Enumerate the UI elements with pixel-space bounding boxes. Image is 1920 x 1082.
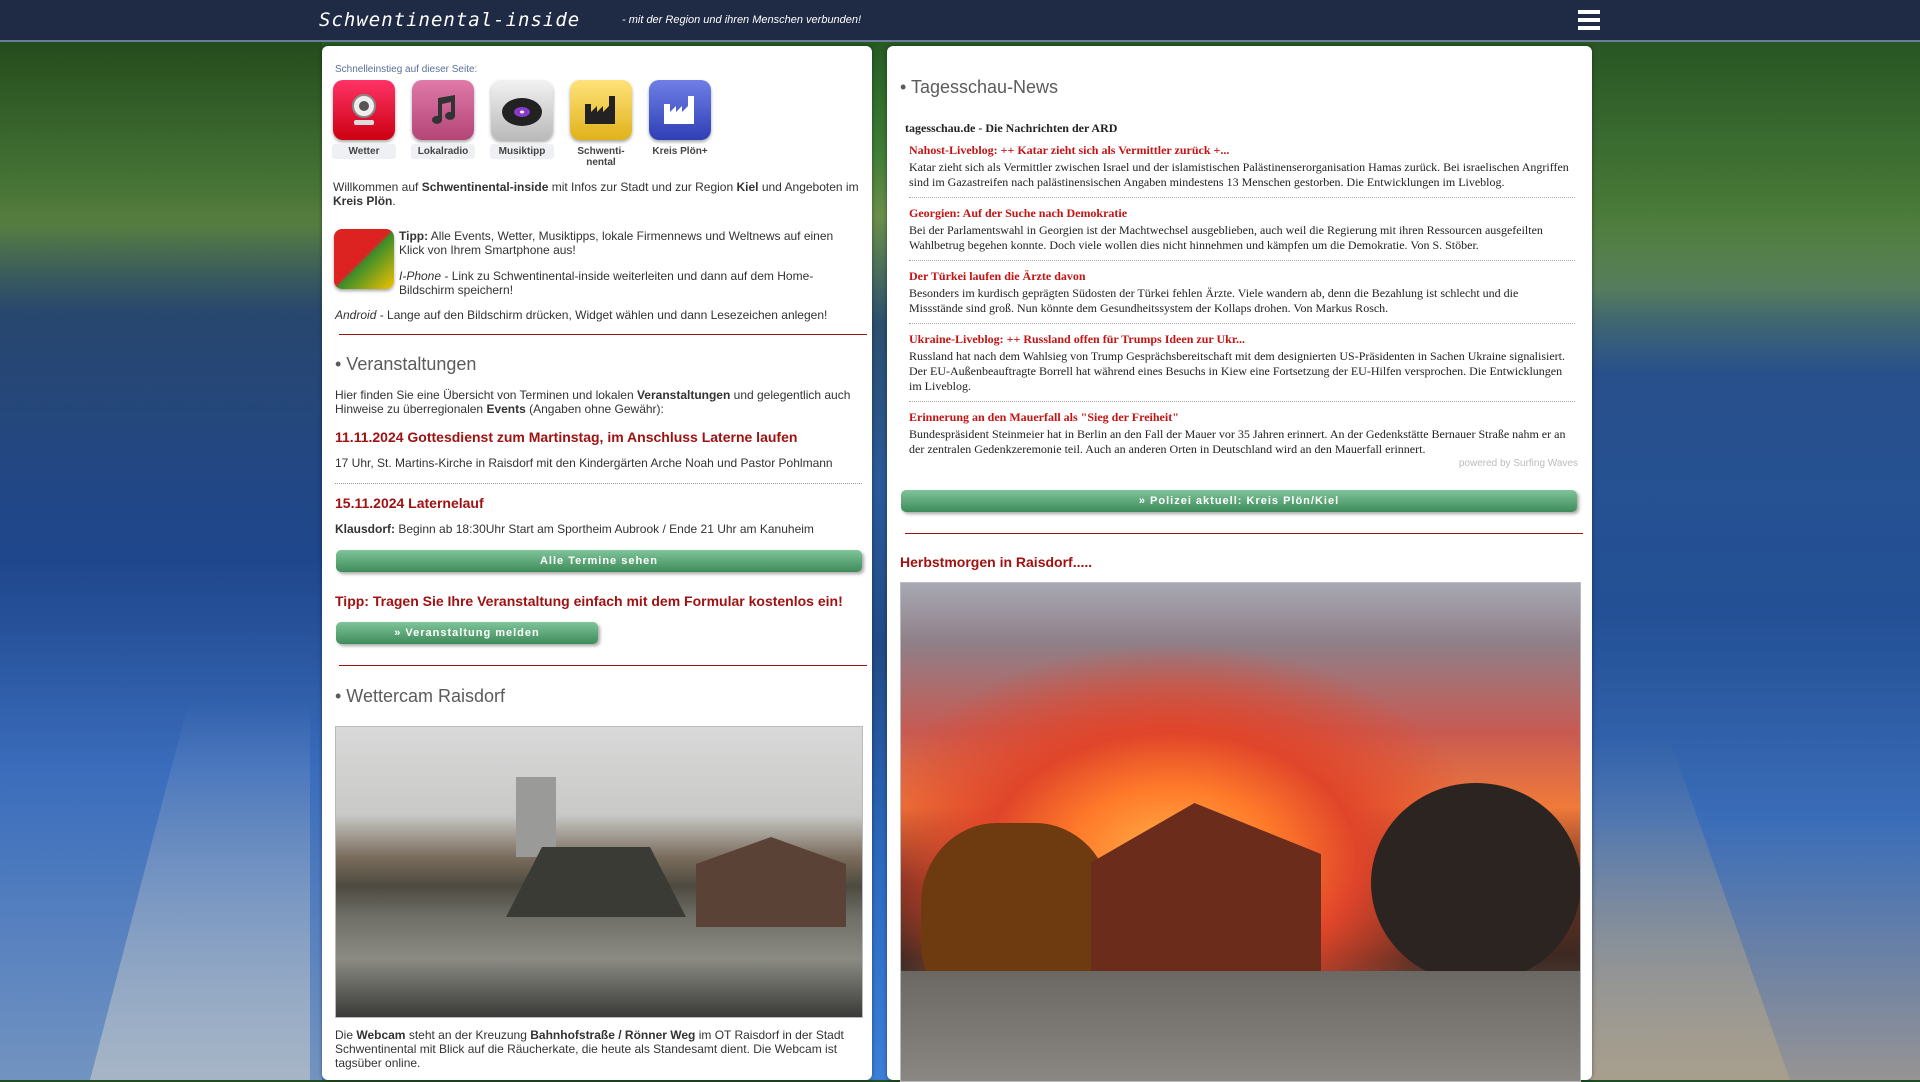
- factory-icon: [570, 80, 632, 140]
- events-intro: [335, 388, 865, 416]
- quick-access-icons: [332, 80, 712, 170]
- webcam-building: [516, 777, 556, 857]
- news-item: [909, 332, 1569, 394]
- caption-text-part: Die: [335, 1028, 357, 1042]
- news-item: [909, 143, 1569, 190]
- intro-text-part: Hier finden Sie eine Übersicht von Terminen und lokalen: [335, 388, 637, 402]
- news-separator: [909, 260, 1575, 261]
- section-divider: [339, 334, 867, 335]
- news-separator: [909, 323, 1575, 324]
- quick-link-label: Schwenti- nental: [569, 144, 633, 170]
- news-headline[interactable]: Ukraine-Liveblog: ++ Russland offen für Trumps Ideen zur Ukr...: [909, 332, 1246, 346]
- welcome-text-part: und Angeboten im: [758, 180, 859, 194]
- intro-bold-part: Veranstaltungen: [636, 388, 731, 402]
- tip-text: [399, 229, 859, 297]
- welcome-text-part: .: [392, 194, 396, 208]
- news-item: [909, 410, 1569, 457]
- background-lake-right: [1590, 40, 1920, 1080]
- event-title[interactable]: 11.11.2024 Gottesdienst zum Martinstag, im Anschluss Laterne laufen: [335, 429, 798, 445]
- iphone-label: I-Phone: [399, 269, 442, 283]
- site-tagline: - mit der Region und ihren Menschen verbunden!: [622, 14, 862, 26]
- tip-description: Alle Events, Wetter, Musiktipps, lokale Firmennews und Weltnews auf einen Klick von Ihrem Smartphone aus!: [399, 229, 834, 257]
- photo-street: [901, 971, 1580, 1081]
- quick-link-wetter[interactable]: [332, 80, 396, 170]
- intro-text-part: und gelegentlich auch Hinweise zu überregionalen: [335, 388, 851, 416]
- news-source: tagesschau.de - Die Nachrichten der ARD: [905, 121, 1118, 135]
- photo-title: Herbstmorgen in Raisdorf.....: [900, 554, 1093, 570]
- news-summary: Russland hat nach dem Wahlsieg von Trump Gesprächsbereitschaft mit dem designierten US-Präsidenten in Sachen Ukraine signalisiert. Der EU-Außenbeauftragte Borrell hat während eines Besuchs in Kiew eine Fortsetzung der EU-Hilfen versprochen. Die Entwicklungen im Liveblog.: [909, 349, 1566, 393]
- news-headline[interactable]: Georgien: Auf der Suche nach Demokratie: [909, 206, 1128, 220]
- news-headline[interactable]: Erinnerung an den Mauerfall als "Sieg der Freiheit": [909, 410, 1179, 424]
- left-content-panel: [322, 46, 872, 1080]
- welcome-district: Kreis Plön: [333, 194, 393, 208]
- top-navigation-bar: [0, 0, 1920, 42]
- news-feed-credit[interactable]: powered by Surfing Waves: [1458, 458, 1578, 469]
- event-description: [335, 522, 814, 536]
- quick-link-label: Kreis Plön+: [648, 144, 712, 159]
- webcam-icon: [333, 80, 395, 140]
- background-lake-left: [0, 40, 322, 1080]
- welcome-text: [333, 180, 863, 208]
- news-item: [909, 269, 1569, 316]
- news-item: [909, 206, 1569, 253]
- intro-text-part: (Angaben ohne Gewähr):: [525, 402, 664, 416]
- webcam-image[interactable]: [335, 726, 863, 1018]
- quick-link-label: Wetter: [332, 144, 396, 159]
- news-heading: • Tagesschau-News: [900, 77, 1059, 97]
- site-logo-text[interactable]: Schwentinental-inside: [319, 9, 581, 31]
- event-title[interactable]: 15.11.2024 Laternelauf: [335, 495, 484, 511]
- smartphone-tip: [334, 229, 864, 299]
- news-separator: [909, 197, 1575, 198]
- news-separator: [909, 401, 1575, 402]
- quick-link-lokalradio[interactable]: [411, 80, 475, 170]
- submit-event-tip: Tipp: Tragen Sie Ihre Veranstaltung einfach mit dem Formular kostenlos ein!: [335, 593, 843, 609]
- iphone-text: - Link zu Schwentinental-inside weiterleiten und dann auf dem Home-Bildschirm speichern!: [399, 269, 814, 297]
- android-label: Android: [335, 308, 377, 322]
- android-text: - Lange auf den Bildschirm drücken, Widget wählen und dann Lesezeichen anlegen!: [376, 308, 828, 322]
- news-summary: Bei der Parlamentswahl in Georgien ist der Machtwechsel ausgeblieben, auch weil die Regierung mit ihren Ressourcen ausgefeilten Wahlbetrug begehen konnte. Doch viele wollen dies nicht hinnehmen und kämpfen um die Demokratie. Von S. Stöber.: [909, 223, 1543, 252]
- iphone-instruction: [399, 269, 859, 297]
- news-summary: Katar zieht sich als Vermittler zwischen Israel und der islamistischen Palästinenserorganisation Hamas zurück. Bei israelischen Angriffen sind im Gazastreifen nach palästinensischen Angaben mindestens 13 Menschen gestorben. Die Entwicklungen im Liveblog.: [909, 160, 1569, 189]
- section-divider: [905, 533, 1583, 534]
- news-summary: Bundespräsident Steinmeier hat in Berlin an den Fall der Mauer vor 35 Jahren erinnert. An der Gedenkstätte Bernauer Straße nahm er an der zentralen Gedenkzeremonie teil. Auch an anderen Orten in Deutschland wird an den Mauerfall erinnert.: [909, 427, 1566, 456]
- jetty-left: [90, 700, 310, 1080]
- news-headline[interactable]: Der Türkei laufen die Ärzte davon: [909, 269, 1086, 283]
- quick-link-label: Lokalradio: [411, 144, 475, 159]
- welcome-site-name: Schwentinental-inside: [421, 180, 549, 194]
- hamburger-menu-icon[interactable]: [1578, 10, 1600, 30]
- webcam-thatched-roof: [506, 847, 686, 917]
- factory-icon: [649, 80, 711, 140]
- welcome-text-part: mit Infos zur Stadt und zur Region: [548, 180, 737, 194]
- quick-link-musiktipp[interactable]: [490, 80, 554, 170]
- quick-link-schwentinental[interactable]: [569, 80, 633, 170]
- caption-bold-part: Webcam: [356, 1028, 406, 1042]
- webcam-heading: • Wettercam Raisdorf: [335, 686, 506, 706]
- event-place: Klausdorf:: [335, 522, 395, 536]
- event-separator: [335, 483, 862, 484]
- webcam-caption: [335, 1028, 865, 1070]
- android-instruction: [335, 308, 827, 322]
- welcome-region: Kiel: [736, 180, 759, 194]
- disc-icon: [491, 80, 553, 140]
- news-summary: Besonders im kurdisch geprägten Südosten der Türkei fehlen Ärzte. Viele wandern ab, denn die Bezahlung ist schlecht und die Missstände sind groß. Nun könnte dem Gesundheitssystem der Kollaps drohen. Von Markus Rosch.: [909, 286, 1519, 315]
- section-divider: [339, 665, 867, 666]
- news-headline[interactable]: Nahost-Liveblog: ++ Katar zieht sich als Vermittler zurück +...: [909, 143, 1230, 157]
- event-description-text: Beginn ab 18:30Uhr Start am Sportheim Aubrook / Ende 21 Uhr am Kanuheim: [395, 522, 814, 536]
- jetty-right: [1590, 740, 1790, 1080]
- intro-bold-part: Events: [486, 402, 526, 416]
- sunrise-photo: [900, 582, 1581, 1082]
- photo-house: [1091, 803, 1321, 973]
- caption-text-part: steht an der Kreuzung: [405, 1028, 531, 1042]
- caption-bold-part: Bahnhofstraße / Rönner Weg: [530, 1028, 696, 1042]
- photo-tree: [1371, 783, 1581, 983]
- welcome-text-part: Willkommen auf: [333, 180, 422, 194]
- webcam-house: [696, 837, 846, 927]
- events-heading: • Veranstaltungen: [335, 354, 477, 374]
- caption-text-part: im OT Raisdorf in der Stadt Schwentinental mit Blick auf die Räucherkate, die heute als Standesamt dient. Die Webcam ist tagsüber online.: [335, 1028, 844, 1070]
- right-content-panel: [887, 46, 1592, 1080]
- report-event-button[interactable]: » Veranstaltung melden: [336, 622, 598, 644]
- schwentinental-app-icon: [334, 229, 394, 289]
- quick-link-label: Musiktipp: [490, 144, 554, 159]
- quick-access-label: Schnelleinstieg auf dieser Seite:: [335, 64, 478, 75]
- all-events-button[interactable]: Alle Termine sehen: [336, 550, 862, 572]
- tip-label: Tipp:: [399, 229, 429, 243]
- police-news-button[interactable]: » Polizei aktuell: Kreis Plön/Kiel: [901, 490, 1577, 512]
- event-description: 17 Uhr, St. Martins-Kirche in Raisdorf mit den Kindergärten Arche Noah und Pastor Pohlmann: [335, 456, 833, 470]
- quick-link-kreis-ploen[interactable]: [648, 80, 712, 170]
- music-note-icon: [412, 80, 474, 140]
